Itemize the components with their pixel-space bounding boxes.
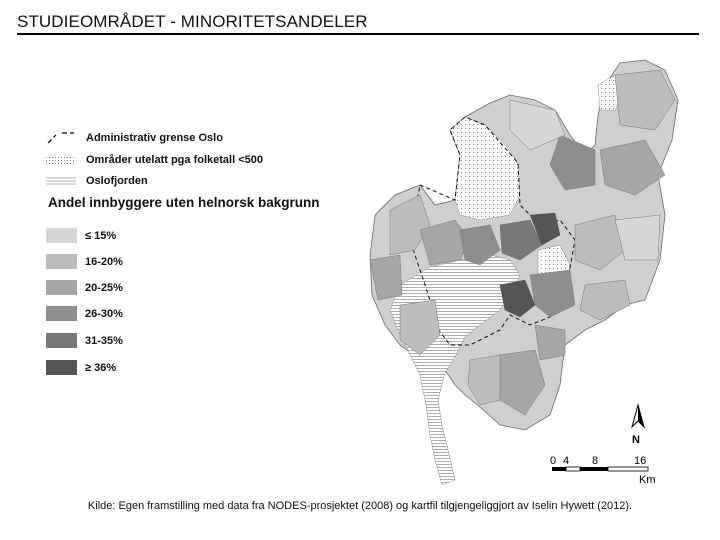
district bbox=[580, 280, 630, 320]
district bbox=[535, 325, 565, 360]
legend-swatch bbox=[46, 333, 77, 348]
scale-tick-label: 16 bbox=[634, 455, 647, 467]
page-title: STUDIEOMRÅDET - MINORITETSANDELER bbox=[17, 12, 699, 35]
dotted-pattern-symbol bbox=[46, 154, 76, 166]
legend-swatch bbox=[46, 306, 77, 321]
scale-tick-label: 8 bbox=[592, 455, 599, 467]
legend-class-2 bbox=[46, 254, 123, 269]
legend-class-label: 16-20% bbox=[85, 255, 123, 268]
legend-swatch bbox=[46, 280, 77, 295]
legend-item-admin-boundary bbox=[46, 132, 223, 144]
legend-class-label: 26-30% bbox=[85, 307, 123, 320]
legend-class-6 bbox=[46, 360, 116, 375]
source-caption: Kilde: Egen framstilling med data fra NODES-prosjektet (2008) og kartfil tilgjengeliggjort av Iselin Hywett (2012). bbox=[87, 500, 633, 512]
legend-item-excluded-areas bbox=[46, 154, 263, 166]
legend-heading: Andel innbyggere uten helnorsk bakgrunn bbox=[48, 195, 320, 210]
legend-class-label: ≤ 15% bbox=[85, 229, 117, 242]
north-label: N bbox=[632, 434, 640, 446]
dashed-boundary-symbol bbox=[46, 132, 76, 144]
legend-class-label: 20-25% bbox=[85, 281, 123, 294]
legend-swatch bbox=[46, 254, 77, 269]
scale-tick-label: 0 bbox=[550, 455, 557, 467]
north-arrow bbox=[632, 405, 644, 446]
legend-class-1 bbox=[46, 228, 116, 243]
legend-class-4 bbox=[46, 306, 123, 321]
legend-class-3 bbox=[46, 280, 123, 295]
legend-class-label: ≥ 36% bbox=[85, 361, 117, 374]
scale-tick-label: 4 bbox=[563, 455, 570, 467]
legend-label-admin-boundary: Administrativ grense Oslo bbox=[86, 132, 223, 144]
legend-class-label: 31-35% bbox=[85, 334, 123, 347]
legend-label-excluded-areas: Områder utelatt pga folketall <500 bbox=[86, 154, 263, 166]
scale-unit-label: Km bbox=[639, 474, 656, 486]
scale-bar bbox=[550, 455, 656, 486]
hatched-water-symbol bbox=[46, 175, 76, 187]
legend-class-5 bbox=[46, 333, 123, 348]
legend-swatch bbox=[46, 228, 77, 243]
legend-swatch bbox=[46, 360, 77, 375]
legend-item-fjord bbox=[46, 175, 148, 187]
study-area-map bbox=[360, 55, 700, 495]
legend-label-fjord: Oslofjorden bbox=[86, 175, 148, 187]
